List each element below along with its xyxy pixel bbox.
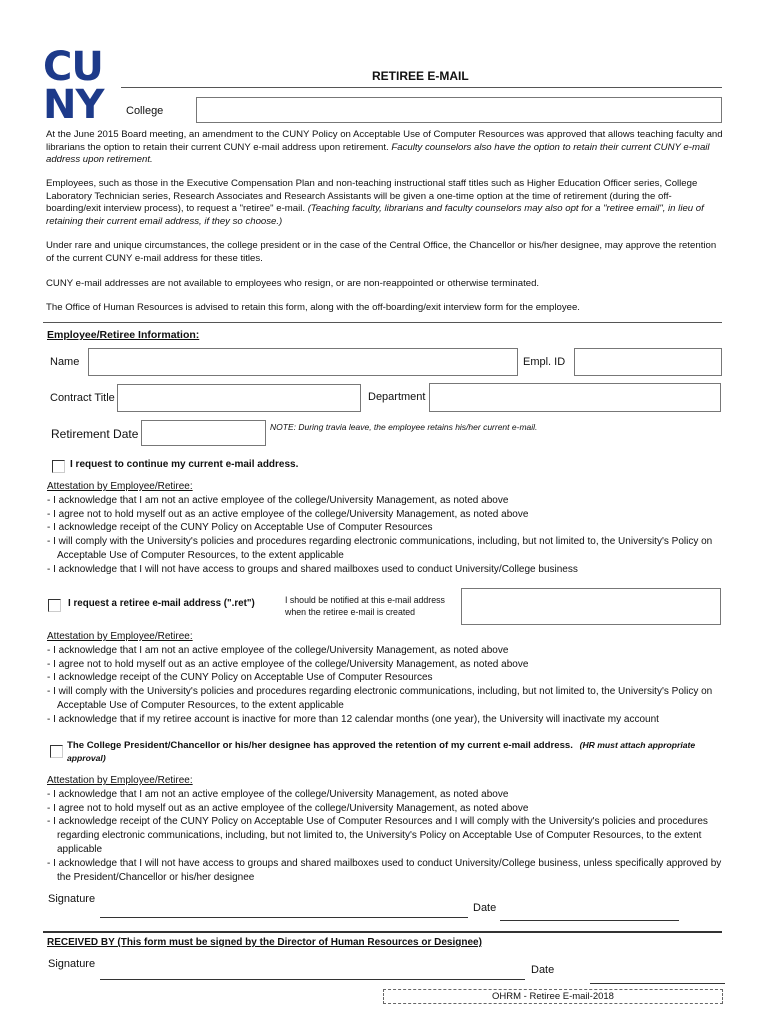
president-approval-label: The College President/Chancellor or his/her designee has approved the retention of my current e-mail address. (HR must attach appropriate approval): [67, 740, 696, 763]
retirement-date-label: Retirement Date: [51, 427, 139, 441]
intro-paragraph-2: Employees, such as those in the Executive Compensation Plan and non-teaching instructional staff titles such as Higher Education Officer series, College Laboratory Technician series, Research Associates and Research Assistants will be given a one-time option at the time of retirement (during the off-boarding/exit interview process), to request a "retiree" e-mail. (Teaching faculty, librarians and faculty counselors may also opt for a "retiree email", in lieu of retaining their current email address, if they so choose.): [46, 178, 704, 227]
attestation-item: - I acknowledge that I am not an active employee of the college/University Management, as noted above: [47, 644, 509, 656]
contract-title-label: Contract Title: [50, 392, 115, 404]
attestation-heading: Attestation by Employee/Retiree:: [47, 631, 193, 642]
received-date-label: Date: [531, 964, 555, 976]
president-approval-checkbox[interactable]: [50, 745, 63, 758]
attestation-item: - I acknowledge that I will not have access to groups and shared mailboxes used to conduct University/College business: [47, 563, 578, 575]
attestation-item: - I will comply with the University's policies and procedures regarding electronic communications, including, but not limited to, the University's Policy on Acceptable Use of Computer Resources, to the extent applicable: [47, 536, 713, 561]
attestation-item: - I acknowledge that I am not an active employee of the college/University Management, as noted above: [47, 788, 509, 800]
notify-email-field[interactable]: [461, 588, 721, 625]
retiree-email-checkbox[interactable]: [48, 599, 61, 612]
attestation-block-2: [47, 630, 727, 727]
continue-email-checkbox[interactable]: [52, 460, 65, 473]
attestation-item: - I acknowledge receipt of the CUNY Policy on Acceptable Use of Computer Resources and I will comply with the University's policies and procedures regarding electronic communications, including, but not limited to, the University's Policy on Acceptable Use of Computer Resources, to the extent applicable: [47, 816, 708, 855]
hr-must-attach-note: (HR must attach appropriate approval): [67, 740, 696, 763]
received-divider: [43, 931, 722, 933]
signature-label: Signature: [48, 893, 96, 905]
intro-paragraph-4: CUNY e-mail addresses are not available to employees who resign, or are non-reappointed or otherwise terminated.: [46, 278, 540, 289]
attestation-item: - I will comply with the University's policies and procedures regarding electronic communications, including, but not limited to, the University's Policy on Acceptable Use of Computer Resources, to the extent applicable: [47, 686, 713, 711]
received-by-heading: RECEIVED BY (This form must be signed by the Director of Human Resources or Designee): [47, 937, 482, 948]
date-line[interactable]: [500, 920, 679, 921]
attestation-item: - I acknowledge receipt of the CUNY Policy on Acceptable Use of Computer Resources: [47, 672, 433, 684]
empl-id-field[interactable]: [574, 348, 722, 376]
received-signature-line[interactable]: [100, 979, 525, 980]
intro-paragraph-1-italic: Faculty counselors also have the option to retain their current CUNY e-mail address upon retirement.: [46, 141, 710, 165]
attestation-item: - I acknowledge receipt of the CUNY Policy on Acceptable Use of Computer Resources: [47, 522, 433, 534]
attestation-block-3: [47, 774, 727, 884]
contract-title-field[interactable]: [117, 384, 361, 412]
received-date-line[interactable]: [590, 983, 725, 984]
travia-leave-note: NOTE: During travia leave, the employee retains his/her current e-mail.: [270, 422, 538, 432]
header-divider: [121, 87, 722, 88]
form-id-footer: OHRM - Retiree E-mail-2018: [383, 989, 723, 1004]
name-field[interactable]: [88, 348, 518, 376]
logo-text-line2: NY: [43, 82, 104, 128]
attestation-item: - I agree not to hold myself out as an active employee of the college/University Management, as noted above: [47, 508, 529, 520]
attestation-item: - I agree not to hold myself out as an active employee of the college/University Management, as noted above: [47, 658, 529, 670]
received-signature-label: Signature: [48, 958, 96, 970]
attestation-heading: Attestation by Employee/Retiree:: [47, 481, 193, 492]
attestation-heading: Attestation by Employee/Retiree:: [47, 775, 193, 786]
section-divider: [43, 322, 722, 323]
attestation-block-1: [47, 480, 727, 577]
employee-info-heading: Employee/Retiree Information:: [47, 329, 200, 341]
cuny-logo: [43, 44, 121, 128]
attestation-item: - I acknowledge that if my retiree account is inactive for more than 12 calendar months (one year), the University will inactivate my account: [47, 713, 659, 725]
date-label: Date: [473, 902, 497, 914]
name-label: Name: [50, 356, 80, 368]
retirement-date-field[interactable]: [141, 420, 266, 446]
signature-line[interactable]: [100, 917, 468, 918]
notify-label: I should be notified at this e-mail address when the retiree e-mail is created: [285, 595, 445, 617]
attestation-item: - I agree not to hold myself out as an active employee of the college/University Management, as noted above: [47, 802, 529, 814]
department-label: Department: [368, 391, 426, 403]
intro-paragraph-5: The Office of Human Resources is advised to retain this form, along with the off-boarding/exit interview form for the employee.: [46, 302, 580, 313]
college-label: College: [126, 105, 164, 117]
intro-paragraph-1: At the June 2015 Board meeting, an amendment to the CUNY Policy on Acceptable Use of Computer Resources was approved that allows teaching faculty and librarians the option to retain their current CUNY e-mail address upon retirement. Faculty counselors also have the option to retain their current CUNY e-mail address upon retirement.: [46, 129, 723, 165]
continue-email-label: I request to continue my current e-mail address.: [70, 459, 299, 470]
attestation-item: - I acknowledge that I am not an active employee of the college/University Management, as noted above: [47, 494, 509, 506]
college-field[interactable]: [196, 97, 722, 123]
intro-paragraph-2-italic: (Teaching faculty, librarians and faculty counselors may also opt for a "retiree email", in lieu of retaining their current email address, if they so choose.): [46, 203, 704, 227]
department-field[interactable]: [429, 383, 721, 412]
logo-text-line1: CU: [43, 44, 103, 90]
empl-id-label: Empl. ID: [523, 356, 566, 368]
page-title: RETIREE E-MAIL: [372, 69, 469, 83]
attestation-item: - I acknowledge that I will not have access to groups and shared mailboxes used to conduct University/College business, unless specifically approved by the President/Chancellor or his/her designee: [47, 857, 722, 883]
retiree-email-label: I request a retiree e-mail address (".ret"): [68, 598, 255, 609]
intro-paragraph-3: Under rare and unique circumstances, the college president or in the case of the Central Office, the Chancellor or his/her designee, may approve the retention of the current CUNY e-mail address for these titles.: [46, 240, 717, 264]
